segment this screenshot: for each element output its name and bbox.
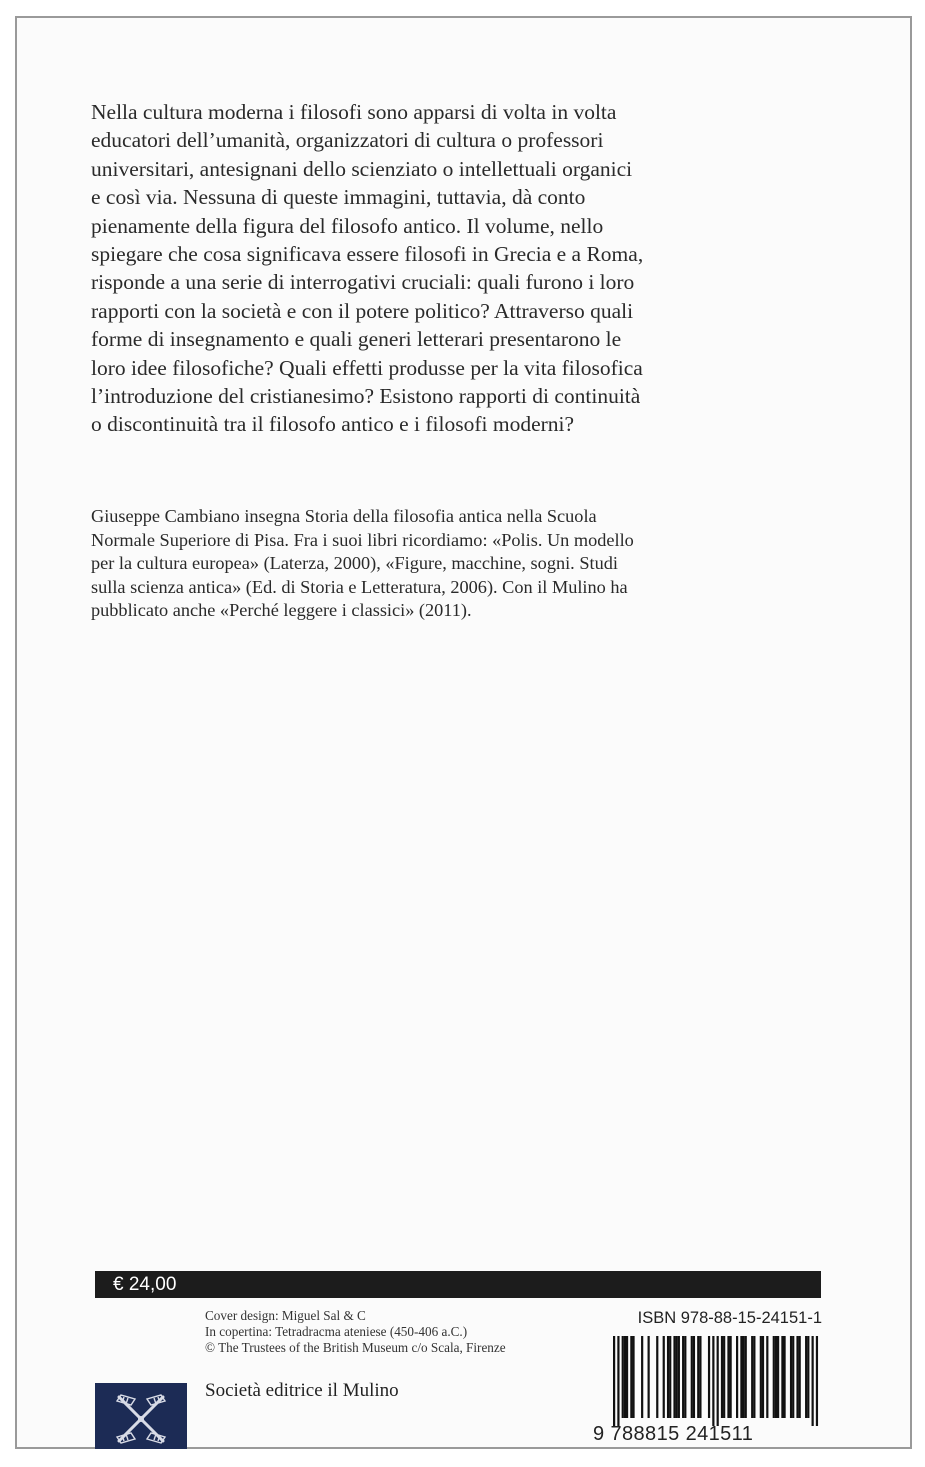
- blurb-line: l’introduzione del cristianesimo? Esistono rapporti di continuità: [91, 384, 641, 409]
- barcode-bar: [676, 1336, 678, 1418]
- barcode-bar: [777, 1336, 779, 1418]
- barcode-bar: [667, 1336, 669, 1418]
- barcode-bar: [783, 1336, 785, 1418]
- barcode-bar: [816, 1336, 818, 1426]
- barcode-bar: [626, 1336, 628, 1418]
- barcode-bar: [693, 1336, 695, 1418]
- barcode-bar: [684, 1336, 686, 1418]
- publisher-logo: [95, 1383, 187, 1449]
- barcode-bar: [708, 1336, 710, 1418]
- barcode-bar: [762, 1336, 764, 1418]
- bio-line: per la cultura europea» (Laterza, 2000), «Figure, macchine, sogni. Studi: [91, 553, 618, 574]
- barcode-bar: [723, 1336, 725, 1418]
- barcode-bar: [736, 1336, 738, 1418]
- barcode-bar: [691, 1336, 693, 1418]
- barcode-bar: [727, 1336, 729, 1418]
- credit-line: Cover design: Miguel Sal & C: [205, 1308, 366, 1323]
- barcode-bar: [622, 1336, 624, 1418]
- barcode-bar: [663, 1336, 665, 1418]
- barcode-bar: [740, 1336, 742, 1418]
- barcode-bar: [812, 1336, 814, 1426]
- windmill-icon: [95, 1383, 187, 1449]
- barcode-bar: [751, 1336, 753, 1418]
- barcode-digits: 9 788815 241511: [593, 1423, 754, 1445]
- barcode-bar: [632, 1336, 634, 1418]
- blurb-line: e così via. Nessuna di queste immagini, tuttavia, dà conto: [91, 185, 586, 210]
- barcode-bar: [648, 1336, 650, 1418]
- blurb-line: risponde a una serie di interrogativi cruciali: quali furono i loro: [91, 270, 635, 295]
- barcode-bar: [745, 1336, 747, 1418]
- blurb-line: universitari, antesignani dello scienziato o intellettuali organici: [91, 156, 633, 181]
- barcode-bar: [766, 1336, 768, 1418]
- barcode-bar: [678, 1336, 680, 1418]
- blurb-line: o discontinuità tra il filosofo antico e i filosofi moderni?: [91, 412, 575, 437]
- barcode-bar: [697, 1336, 699, 1418]
- bio-line: Giuseppe Cambiano insegna Storia della filosofia antica nella Scuola: [91, 506, 597, 526]
- blurb-line: spiegare che cosa significava essere filosofi in Grecia e a Roma,: [91, 242, 644, 267]
- barcode-bar: [760, 1336, 762, 1418]
- barcode-bar: [617, 1336, 619, 1426]
- blurb-line: loro idee filosofiche? Quali effetti produsse per la vita filosofica: [91, 355, 643, 380]
- barcode-bar: [730, 1336, 732, 1418]
- barcode-bar: [630, 1336, 632, 1418]
- barcode-bar: [699, 1336, 701, 1418]
- price-bar: [95, 1271, 821, 1298]
- blurb-line: rapporti con la società e con il potere politico? Attraverso quali: [91, 298, 634, 323]
- blurb-line: educatori dell’umanità, organizzatori di cultura o professori: [91, 128, 604, 153]
- barcode-bar: [781, 1336, 783, 1418]
- barcode-bar: [721, 1336, 723, 1418]
- barcode-bar: [805, 1336, 807, 1418]
- barcode-bar: [613, 1336, 615, 1426]
- author-bio: [91, 505, 831, 623]
- bio-line: sulla scienza antica» (Ed. di Storia e Letteratura, 2006). Con il Mulino ha: [91, 576, 628, 597]
- barcode-bar: [773, 1336, 775, 1418]
- barcode-bar: [682, 1336, 684, 1418]
- barcode-bars: [593, 1336, 822, 1426]
- barcode-bar: [796, 1336, 798, 1418]
- barcode-bar: [792, 1336, 794, 1418]
- publisher-name: Società editrice il Mulino: [205, 1380, 399, 1401]
- barcode-bar: [717, 1336, 719, 1426]
- credit-line: © The Trustees of the British Museum c/o Scala, Firenze: [205, 1340, 506, 1356]
- barcode-bar: [807, 1336, 809, 1418]
- book-blurb: [91, 98, 831, 439]
- barcode-bar: [790, 1336, 792, 1418]
- barcode-bar: [799, 1336, 801, 1418]
- price-label: € 24,00: [113, 1274, 177, 1295]
- barcode-bar: [669, 1336, 671, 1418]
- barcode-bar: [753, 1336, 755, 1418]
- barcode-bar: [656, 1336, 658, 1418]
- barcode-bar: [624, 1336, 626, 1418]
- blurb-line: forme di insegnamento e quali generi letterari presentarono le: [91, 327, 622, 352]
- credit-line: In copertina: Tetradracma ateniese (450-406 a.C.): [205, 1324, 468, 1340]
- barcode-bar: [712, 1336, 714, 1426]
- barcode-bar: [673, 1336, 675, 1418]
- blurb-line: Nella cultura moderna i filosofi sono apparsi di volta in volta: [91, 100, 617, 124]
- cover-credits: [205, 1308, 506, 1357]
- barcode-bar: [742, 1336, 744, 1418]
- bio-line: pubblicato anche «Perché leggere i classici» (2011).: [91, 600, 472, 621]
- barcode-bar: [775, 1336, 777, 1418]
- isbn-label: ISBN 978-88-15-24151-1: [637, 1309, 822, 1327]
- barcode-bar: [641, 1336, 643, 1418]
- blurb-line: pienamente della figura del filosofo antico. Il volume, nello: [91, 213, 604, 238]
- bio-line: Normale Superiore di Pisa. Fra i suoi libri ricordiamo: «Polis. Un modello: [91, 529, 634, 550]
